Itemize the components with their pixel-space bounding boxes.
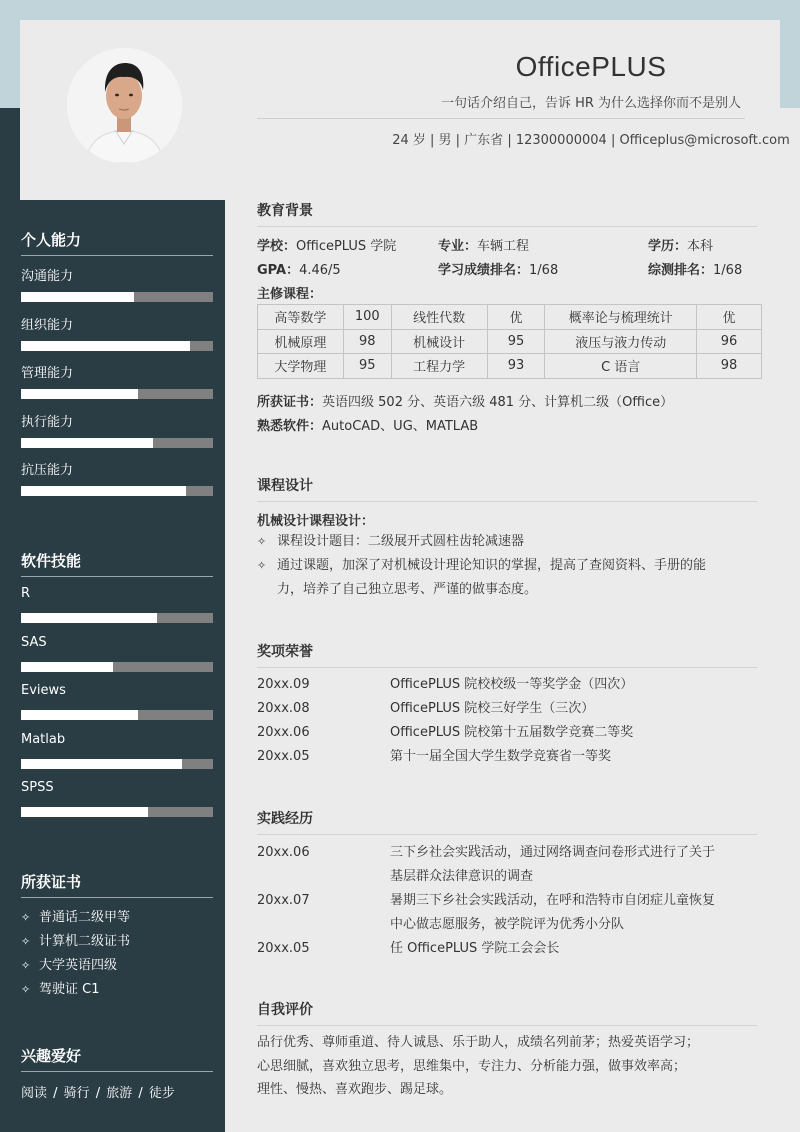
diamond-bullet-icon: ✧: [21, 959, 31, 972]
table-cell: 工程力学: [391, 354, 487, 379]
list-item: ✧ 驾驶证 C1: [21, 978, 213, 1002]
skill-level-fill: [21, 486, 186, 496]
skill-item: [21, 771, 213, 820]
skill-label: 抗压能力: [21, 463, 74, 478]
award-date: 20xx.05: [257, 749, 310, 764]
skill-level-bar: [21, 759, 213, 769]
certificates-title: 所获证书: [21, 871, 213, 898]
skill-item: [21, 674, 213, 723]
award-date: 20xx.06: [257, 725, 310, 740]
skill-label: Matlab: [21, 731, 66, 747]
certificates-section: [21, 871, 213, 1002]
education-section: [257, 200, 757, 227]
overall-rank-row: 综测排名：1/68: [648, 263, 743, 278]
table-cell: 液压与液力传动: [545, 329, 697, 354]
table-cell: 机械设计: [391, 329, 487, 354]
self-eval-text: 品行优秀、尊师重道、待人诚恳、乐于助人，成绩名列前茅；热爱英语学习； 心思细腻，喜欢独立思考，思维集中，专注力、分析能力强，做事效率高； 理性、慢热、喜欢跑步、踢足球。: [257, 1035, 700, 1097]
skill-item: [21, 402, 213, 451]
table-cell: 高等数学: [258, 305, 344, 330]
skill-label: 管理能力: [21, 366, 74, 381]
skill-level-fill: [21, 662, 113, 672]
list-item: ✧ 普通话二级甲等: [21, 906, 213, 930]
skill-item: [21, 353, 213, 402]
skill-level-bar: [21, 389, 213, 399]
award-text: OfficePLUS 院校三好学生（三次）: [390, 701, 595, 716]
award-text: OfficePLUS 院校第十五届数学竞赛二等奖: [390, 725, 634, 740]
skill-item: [21, 626, 213, 675]
list-item: ✧ 通过课题，加深了对机械设计理论知识的掌握，提高了查阅资料、手册的能: [257, 554, 752, 578]
practice-text: 暑期三下乡社会实践活动，在呼和浩特市自闭症儿童恢复 中心做志愿服务，被学院评为优秀小分队: [390, 893, 716, 932]
practice-section: [257, 808, 757, 835]
skill-level-bar: [21, 662, 213, 672]
abilities-section: [21, 229, 213, 499]
skill-item: [21, 723, 213, 772]
table-cell: C 语言: [545, 354, 697, 379]
table-cell: 大学物理: [258, 354, 344, 379]
hobbies-title: 兴趣爱好: [21, 1045, 213, 1072]
table-cell: 概率论与梳理统计: [545, 305, 697, 330]
course-design-title: 课程设计: [257, 475, 757, 502]
self-eval-title: 自我评价: [257, 999, 757, 1026]
skill-item: [21, 305, 213, 354]
skill-level-fill: [21, 710, 138, 720]
table-cell: 95: [487, 329, 545, 354]
candidate-name: OfficePLUS: [515, 51, 667, 82]
skill-label: R: [21, 586, 31, 601]
abilities-list: [21, 256, 213, 499]
diamond-bullet-icon: ✧: [21, 983, 31, 996]
table-cell: 优: [487, 305, 545, 330]
skill-label: SPSS: [21, 780, 54, 795]
software-section: [21, 550, 213, 820]
practice-date: 20xx.07: [257, 893, 310, 908]
skill-label: 执行能力: [21, 414, 74, 430]
header-divider: [257, 118, 745, 119]
table-cell: 优: [697, 305, 762, 330]
hobbies-text: 阅读 / 骑行 / 旅游 / 徒步: [21, 1086, 175, 1101]
rank-row: 学习成绩排名：1/68: [438, 263, 559, 278]
skill-level-fill: [21, 292, 134, 302]
list-item: ✧ 计算机二级证书: [21, 930, 213, 954]
skill-level-fill: [21, 389, 138, 399]
courses-label: 主修课程：: [257, 287, 323, 302]
table-cell: 线性代数: [391, 305, 487, 330]
skill-level-fill: [21, 341, 190, 351]
awards-section: [257, 641, 757, 668]
practice-text: 任 OfficePLUS 学院工会会长: [390, 941, 560, 956]
software-title: 软件技能: [21, 550, 213, 577]
table-cell: 98: [697, 354, 762, 379]
skill-level-bar: [21, 292, 213, 302]
hobbies-section: [21, 1045, 213, 1101]
skill-item: [21, 450, 213, 499]
abilities-title: 个人能力: [21, 229, 213, 256]
table-cell: 100: [343, 305, 391, 330]
award-text: OfficePLUS 院校校级一等奖学金（四次）: [390, 677, 634, 692]
gpa-row: GPA：4.46/5: [257, 263, 341, 278]
practice-date: 20xx.06: [257, 845, 310, 860]
table-cell: 机械原理: [258, 329, 344, 354]
table-row: [258, 354, 762, 379]
school-row: 学校：OfficePLUS 学院: [257, 239, 397, 254]
awards-title: 奖项荣誉: [257, 641, 757, 668]
table-cell: 98: [343, 329, 391, 354]
skill-level-bar: [21, 710, 213, 720]
self-eval-section: [257, 999, 757, 1026]
skill-level-fill: [21, 613, 157, 623]
practice-text: 三下乡社会实践活动，通过网络调查问卷形式进行了关于 基层群众法律意识的调查: [390, 845, 716, 884]
software-list: [21, 577, 213, 820]
software-row: 熟悉软件：AutoCAD、UG、MATLAB: [257, 419, 479, 434]
skill-label: Eviews: [21, 683, 66, 698]
skill-label: 沟通能力: [21, 269, 74, 284]
skill-level-fill: [21, 807, 148, 817]
tagline: 一句话介绍自己，告诉 HR 为什么选择你而不是别人: [440, 96, 742, 111]
list-item: ✧ 大学英语四级: [21, 954, 213, 978]
award-text: 第十一届全国大学生数学竞赛省一等奖: [390, 749, 612, 764]
diamond-bullet-icon: ✧: [257, 535, 267, 548]
degree-row: 学历：本科: [648, 239, 714, 254]
skill-label: 组织能力: [21, 317, 74, 333]
course-design-section: [257, 475, 757, 502]
diamond-bullet-icon: ✧: [257, 559, 267, 572]
skill-item: [21, 256, 213, 305]
skill-item: [21, 577, 213, 626]
skill-level-fill: [21, 759, 182, 769]
diamond-bullet-icon: ✧: [21, 935, 31, 948]
skill-level-bar: [21, 807, 213, 817]
avatar: [67, 48, 182, 163]
award-date: 20xx.09: [257, 677, 310, 692]
award-date: 20xx.08: [257, 701, 310, 716]
skill-label: SAS: [21, 634, 47, 650]
certificates-list: [21, 906, 213, 1002]
skill-level-bar: [21, 438, 213, 448]
contact-info: 24 岁 | 男 | 广东省 | 12300000004 | Officeplus@microsoft.com: [392, 133, 790, 148]
table-cell: 95: [343, 354, 391, 379]
table-row: [258, 329, 762, 354]
skill-level-bar: [21, 486, 213, 496]
certs-row: 所获证书：英语四级 502 分、英语六级 481 分、计算机二级（Office）: [257, 395, 674, 410]
practice-title: 实践经历: [257, 808, 757, 835]
skill-level-bar: [21, 341, 213, 351]
list-item-continuation: 力，培养了自己独立思考、严谨的做事态度。: [277, 582, 538, 597]
table-row: [258, 305, 762, 330]
table-cell: 96: [697, 329, 762, 354]
courses-table: [257, 304, 762, 379]
diamond-bullet-icon: ✧: [21, 911, 31, 924]
course-design-subtitle: 机械设计课程设计：: [257, 514, 375, 529]
major-row: 专业：车辆工程: [438, 239, 530, 254]
skill-level-bar: [21, 613, 213, 623]
list-item: ✧ 课程设计题目：二级展开式圆柱齿轮减速器: [257, 530, 752, 554]
skill-level-fill: [21, 438, 153, 448]
practice-date: 20xx.05: [257, 941, 310, 956]
education-title: 教育背景: [257, 200, 757, 227]
table-cell: 93: [487, 354, 545, 379]
